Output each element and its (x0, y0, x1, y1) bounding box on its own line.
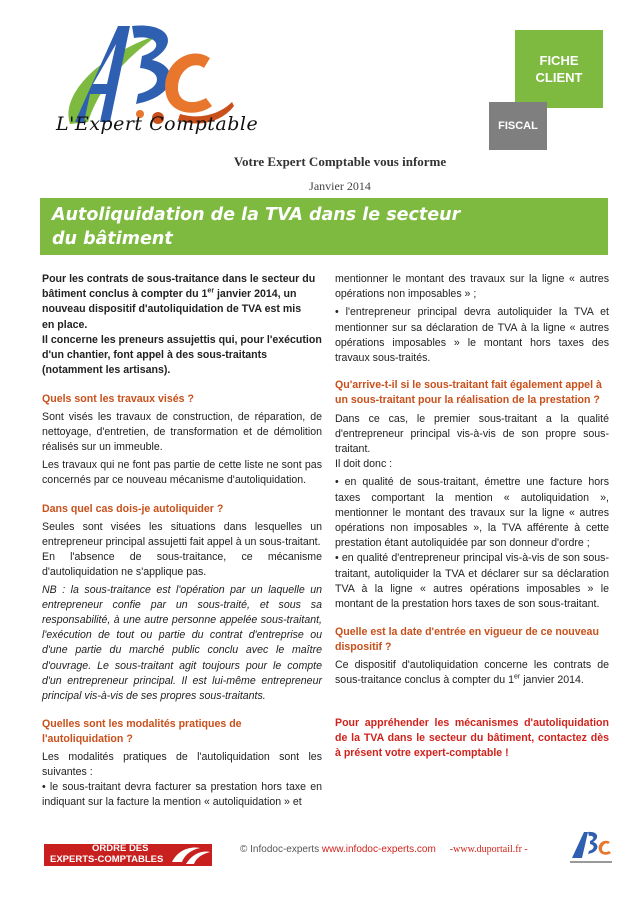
paragraph: Sont visés les travaux de construction, de réparation, de nettoyage, d'entretien, de transformation et de démolition réalisés sur un immeuble. (42, 410, 322, 454)
intro-text: janvier 2014, un (214, 288, 297, 301)
paragraph: • le sous-traitant devra facturer sa prestation hors taxe en indiquant sur la facture la mention « autoliquidation » et (42, 781, 322, 809)
paragraph-text: Ce dispositif d'autoliquidation concerne les contrats de sous-traitance conclus à compter du 1 (335, 658, 609, 686)
paragraph: Les travaux qui ne font pas partie de cette liste ne sont pas concernés par ce nouveau mécanisme d'autoliquidation. (42, 459, 322, 487)
intro-line: (notamment les artisans). (42, 364, 171, 377)
infodoc-link[interactable]: www.infodoc-experts.com (321, 844, 436, 855)
paragraph-sup: er (514, 673, 521, 681)
question-heading: Quels sont les travaux visés ? (42, 393, 194, 406)
paragraph: Dans ce cas, le premier sous-traitant a la qualité d'entrepreneur principal vis-à-vis de son propre sous-traitant. (335, 412, 609, 456)
oec-label (50, 843, 163, 865)
oec-line: ORDRE DES (92, 843, 149, 854)
paragraph-text: janvier 2014. (520, 673, 584, 686)
paragraph: mentionner le montant des travaux sur la ligne « autres opérations non imposables » ; (335, 273, 609, 301)
intro-line: Pour les contrats de sous-traitance dans le secteur du (42, 273, 316, 285)
intro-line (42, 287, 322, 302)
intro-line: d'un chantier, font appel à des sous-traitants (42, 349, 268, 362)
header-date (0, 179, 638, 194)
fiche-label: FICHE (539, 53, 579, 68)
date-text: Janvier 2014 (309, 179, 371, 193)
paragraph: • en qualité d'entrepreneur principal vis-à-vis de son sous-traitant, autoliquider la TVA et déclarer sur sa déclaration TVA à la ligne « autres opérations imposables » le montant de la prestation hors taxes de son sous-traitant. (335, 552, 609, 611)
intro (42, 272, 322, 378)
question-heading: Quelles sont les modalités pratiques de l'autoliquidation ? (42, 718, 242, 746)
title-line-2: du bâtiment (52, 229, 173, 249)
right-column (335, 272, 609, 762)
fiscal-badge: FISCAL (489, 102, 547, 150)
informe-text: Votre Expert Comptable vous informe (233, 154, 447, 169)
footer-credits (240, 844, 528, 855)
intro-text: bâtiment conclus à compter du 1 (42, 288, 208, 301)
nb-note: NB : la sous-traitance est l'opération par un laquelle un entrepreneur confie par un sous-traité, et sous sa responsabilité, à une autre personne appelée sous-traitant, l'exécution de tout ou partie du contrat d'entreprise ou d'une partie du marché public conclu avec le maître d'ouvrage. Le sous-traitant agit toujours pour le compte d'un entrepreneur principal. Il est lui-même entrepreneur principal vis-à-vis de ses propres sous-traitants. (42, 583, 322, 703)
paragraph: Seules sont visées les situations dans lesquelles un entrepreneur principal assujetti fait appel à un sous-traitant. (42, 520, 322, 549)
paragraph: Les modalités pratiques de l'autoliquidation sont les suivantes : (42, 750, 322, 778)
copyright-text: © Infodoc-experts (240, 844, 322, 855)
title-line-1: Autoliquidation de la TVA dans le secteur (52, 205, 461, 225)
intro-sup: er (207, 287, 215, 295)
intro-line: en place. (42, 318, 88, 331)
paragraph: • l'entrepreneur principal devra autoliquider la TVA et mentionner sur sa déclaration de TVA à la ligne « autres opérations imposables » le montant hors taxes des travaux sous-traités. (335, 306, 609, 365)
page-title (52, 203, 522, 251)
client-label: CLIENT (535, 70, 583, 85)
paragraph: • en qualité de sous-traitant, émettre une facture hors taxes comportant la mention « autoliquidation », mentionner le montant des travaux sur la ligne « autres opérations non imposables », la TVA afférente à cette prestation étant autoliquidée par son donneur d'ordre ; (335, 476, 609, 550)
paragraph: En l'absence de sous-traitance, ce mécanisme d'autoliquidation ne s'applique pas. (42, 551, 322, 579)
left-column (42, 272, 322, 811)
intro-line: nouveau dispositif d'autoliquidation de TVA est mis (42, 303, 302, 316)
a3c-mini-logo (566, 828, 616, 866)
paragraph: Il doit donc : (335, 458, 393, 471)
question-heading: Qu'arrive-t-il si le sous-traitant fait également appel à un sous-traitant pour la réalisation de la prestation ? (335, 379, 602, 407)
fiche-client-badge (515, 30, 603, 108)
question-heading: Dans quel cas dois-je autoliquider ? (42, 502, 224, 515)
paragraph (335, 658, 609, 688)
header-informe (0, 154, 638, 170)
logo-tagline: L'Expert Comptable (56, 113, 259, 135)
call-to-action: Pour appréhender les mécanismes d'autoliquidation de la TVA dans le secteur du bâtiment, contactez dès à présent votre expert-comptable ! (335, 717, 609, 760)
oec-line: EXPERTS-COMPTABLES (50, 854, 164, 865)
duportail-link[interactable]: -www.duportail.fr - (449, 844, 528, 855)
intro-line: Il concerne les preneurs assujettis qui, pour l'exécution (42, 333, 322, 346)
question-heading: Quelle est la date d'entrée en vigueur de ce nouveau dispositif ? (335, 626, 599, 654)
